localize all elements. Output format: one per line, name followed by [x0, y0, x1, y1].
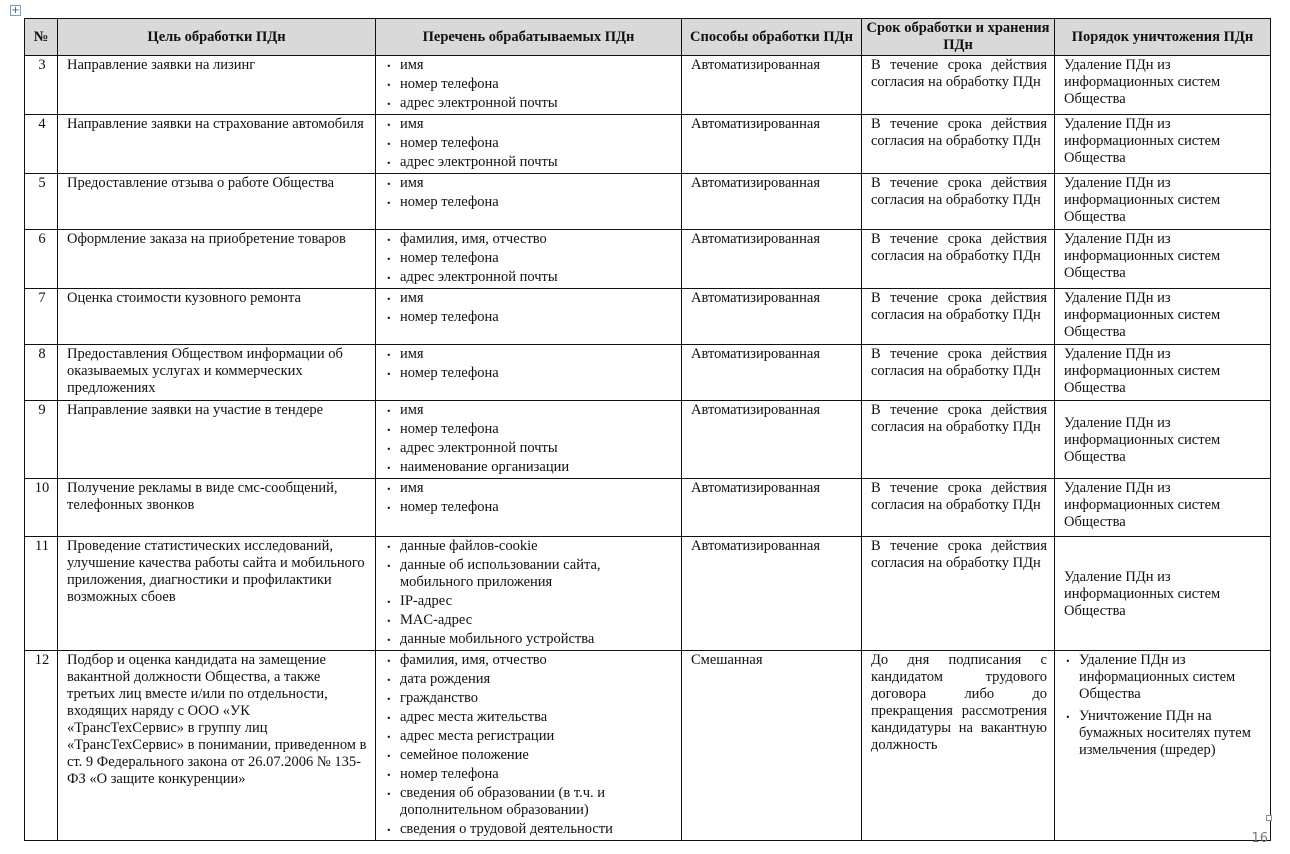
table-row	[25, 174, 1271, 230]
list-item: . семейное положение	[387, 747, 674, 764]
row-method: Автоматизированная	[682, 56, 862, 115]
row-destruction: Удаление ПДн из информационных систем Общества	[1055, 401, 1271, 479]
list-item: . адрес электронной почты	[387, 440, 674, 457]
row-purpose: Оценка стоимости кузовного ремонта	[58, 289, 376, 345]
row-method: Автоматизированная	[682, 289, 862, 345]
data-items-list	[385, 538, 674, 648]
row-method: Автоматизированная	[682, 115, 862, 174]
row-number: 10	[25, 479, 58, 537]
row-destruction: Удаление ПДн из информационных систем Общества	[1055, 289, 1271, 345]
data-items-list	[385, 231, 674, 286]
list-item: . гражданство	[387, 690, 674, 707]
row-destruction: Удаление ПДн из информационных систем Общества	[1055, 537, 1271, 651]
row-number: 11	[25, 537, 58, 651]
row-term: В течение срока действия согласия на обработку ПДн	[862, 289, 1055, 345]
row-data-list	[376, 651, 682, 841]
row-data-list	[376, 230, 682, 289]
row-data-list	[376, 115, 682, 174]
row-method: Автоматизированная	[682, 345, 862, 401]
data-items-list	[385, 652, 674, 838]
row-term: В течение срока действия согласия на обработку ПДн	[862, 56, 1055, 115]
list-item: . фамилия, имя, отчество	[387, 231, 674, 248]
list-item: . адрес электронной почты	[387, 154, 674, 171]
table-row	[25, 537, 1271, 651]
row-term: В течение срока действия согласия на обработку ПДн	[862, 537, 1055, 651]
row-purpose: Получение рекламы в виде смс-сообщений, телефонных звонков	[58, 479, 376, 537]
list-item: . имя	[387, 290, 674, 307]
list-item: . номер телефона	[387, 365, 674, 382]
header-destruction: Порядок уничтожения ПДн	[1055, 19, 1271, 56]
row-term: До дня подписания с кандидатом трудового договора либо до прекращения рассмотрения кандидатуры на вакантную должность	[862, 651, 1055, 841]
row-purpose: Предоставление отзыва о работе Общества	[58, 174, 376, 230]
row-number: 3	[25, 56, 58, 115]
row-purpose: Проведение статистических исследований, улучшение качества работы сайта и мобильного приложения, диагностики и профилактики возможных сбоев	[58, 537, 376, 651]
header-method: Способы обработки ПДн	[682, 19, 862, 56]
table-move-handle-icon[interactable]: +	[11, 5, 20, 16]
list-item: . адрес электронной почты	[387, 269, 674, 286]
destruction-items-list	[1064, 652, 1263, 759]
row-method: Автоматизированная	[682, 479, 862, 537]
data-items-list	[385, 402, 674, 476]
table-row	[25, 401, 1271, 479]
list-item: . имя	[387, 116, 674, 133]
list-item: . дата рождения	[387, 671, 674, 688]
table-header-row	[25, 19, 1271, 56]
data-items-list	[385, 290, 674, 326]
row-data-list	[376, 537, 682, 651]
row-data-list	[376, 289, 682, 345]
row-method: Автоматизированная	[682, 174, 862, 230]
row-number: 5	[25, 174, 58, 230]
list-item: . имя	[387, 57, 674, 74]
row-number: 7	[25, 289, 58, 345]
page-number: 16	[1251, 831, 1268, 846]
data-items-list	[385, 175, 674, 211]
row-purpose: Оформление заказа на приобретение товаров	[58, 230, 376, 289]
row-term: В течение срока действия согласия на обработку ПДн	[862, 401, 1055, 479]
table-row	[25, 289, 1271, 345]
list-item: . IP-адрес	[387, 593, 674, 610]
row-destruction: Удаление ПДн из информационных систем Общества	[1055, 174, 1271, 230]
row-term: В течение срока действия согласия на обработку ПДн	[862, 230, 1055, 289]
row-term: В течение срока действия согласия на обработку ПДн	[862, 115, 1055, 174]
list-item: . имя	[387, 346, 674, 363]
list-item: . имя	[387, 402, 674, 419]
list-item: . номер телефона	[387, 194, 674, 211]
list-item: . номер телефона	[387, 421, 674, 438]
row-destruction: Удаление ПДн из информационных систем Общества	[1055, 345, 1271, 401]
list-item: . Уничтожение ПДн на бумажных носителях путем измельчения (шредер)	[1066, 708, 1263, 759]
row-number: 6	[25, 230, 58, 289]
list-item: . адрес места регистрации	[387, 728, 674, 745]
row-data-list	[376, 56, 682, 115]
row-purpose: Предоставления Обществом информации об оказываемых услугах и коммерческих предложениях	[58, 345, 376, 401]
row-term: В течение срока действия согласия на обработку ПДн	[862, 479, 1055, 537]
data-items-list	[385, 116, 674, 171]
row-data-list	[376, 174, 682, 230]
list-item: . адрес места жительства	[387, 709, 674, 726]
row-destruction	[1055, 651, 1271, 841]
header-num: №	[25, 19, 58, 56]
row-purpose: Направление заявки на участие в тендере	[58, 401, 376, 479]
row-number: 4	[25, 115, 58, 174]
list-item: . имя	[387, 175, 674, 192]
list-item: . сведения о трудовой деятельности	[387, 821, 674, 838]
row-destruction: Удаление ПДн из информационных систем Общества	[1055, 479, 1271, 537]
row-number: 12	[25, 651, 58, 841]
row-purpose: Направление заявки на страхование автомобиля	[58, 115, 376, 174]
data-items-list	[385, 480, 674, 516]
row-number: 8	[25, 345, 58, 401]
table-row	[25, 230, 1271, 289]
row-method: Смешанная	[682, 651, 862, 841]
table-row	[25, 115, 1271, 174]
row-data-list	[376, 479, 682, 537]
list-item: . данные об использовании сайта, мобильного приложения	[387, 557, 674, 591]
table-row	[25, 479, 1271, 537]
row-method: Автоматизированная	[682, 401, 862, 479]
list-item: . номер телефона	[387, 309, 674, 326]
row-destruction: Удаление ПДн из информационных систем Общества	[1055, 230, 1271, 289]
list-item: . имя	[387, 480, 674, 497]
list-item: . номер телефона	[387, 250, 674, 267]
list-item: . наименование организации	[387, 459, 674, 476]
row-purpose: Подбор и оценка кандидата на замещение вакантной должности Общества, а также третьих лиц вместе и/или по отдельности, входящих наряду с ООО «УК «ТрансТехСервис» в группу лиц «ТрансТехСервис» в понимании, приведенном в ст. 9 Федерального закона от 26.07.2006 № 135-ФЗ «О защите конкуренции»	[58, 651, 376, 841]
header-term: Срок обработки и хранения ПДн	[862, 19, 1055, 56]
row-data-list	[376, 401, 682, 479]
list-item: . сведения об образовании (в т.ч. и дополнительном образовании)	[387, 785, 674, 819]
row-destruction: Удаление ПДн из информационных систем Общества	[1055, 56, 1271, 115]
list-item: . номер телефона	[387, 766, 674, 783]
table-row	[25, 345, 1271, 401]
list-item: . данные мобильного устройства	[387, 631, 674, 648]
personal-data-table	[24, 18, 1271, 841]
row-purpose: Направление заявки на лизинг	[58, 56, 376, 115]
header-purpose: Цель обработки ПДн	[58, 19, 376, 56]
row-term: В течение срока действия согласия на обработку ПДн	[862, 174, 1055, 230]
list-item: . номер телефона	[387, 135, 674, 152]
table-row	[25, 651, 1271, 841]
row-destruction: Удаление ПДн из информационных систем Общества	[1055, 115, 1271, 174]
list-item: . адрес электронной почты	[387, 95, 674, 112]
list-item: . фамилия, имя, отчество	[387, 652, 674, 669]
list-item: . номер телефона	[387, 76, 674, 93]
table-resize-handle[interactable]	[1266, 815, 1272, 821]
row-number: 9	[25, 401, 58, 479]
row-term: В течение срока действия согласия на обработку ПДн	[862, 345, 1055, 401]
row-method: Автоматизированная	[682, 230, 862, 289]
list-item: . Удаление ПДн из информационных систем Общества	[1066, 652, 1263, 703]
data-items-list	[385, 57, 674, 112]
row-method: Автоматизированная	[682, 537, 862, 651]
list-item: . данные файлов-cookie	[387, 538, 674, 555]
header-data-list: Перечень обрабатываемых ПДн	[376, 19, 682, 56]
list-item: . MAC-адрес	[387, 612, 674, 629]
data-items-list	[385, 346, 674, 382]
row-data-list	[376, 345, 682, 401]
table-body	[25, 56, 1271, 841]
table-row	[25, 56, 1271, 115]
list-item: . номер телефона	[387, 499, 674, 516]
